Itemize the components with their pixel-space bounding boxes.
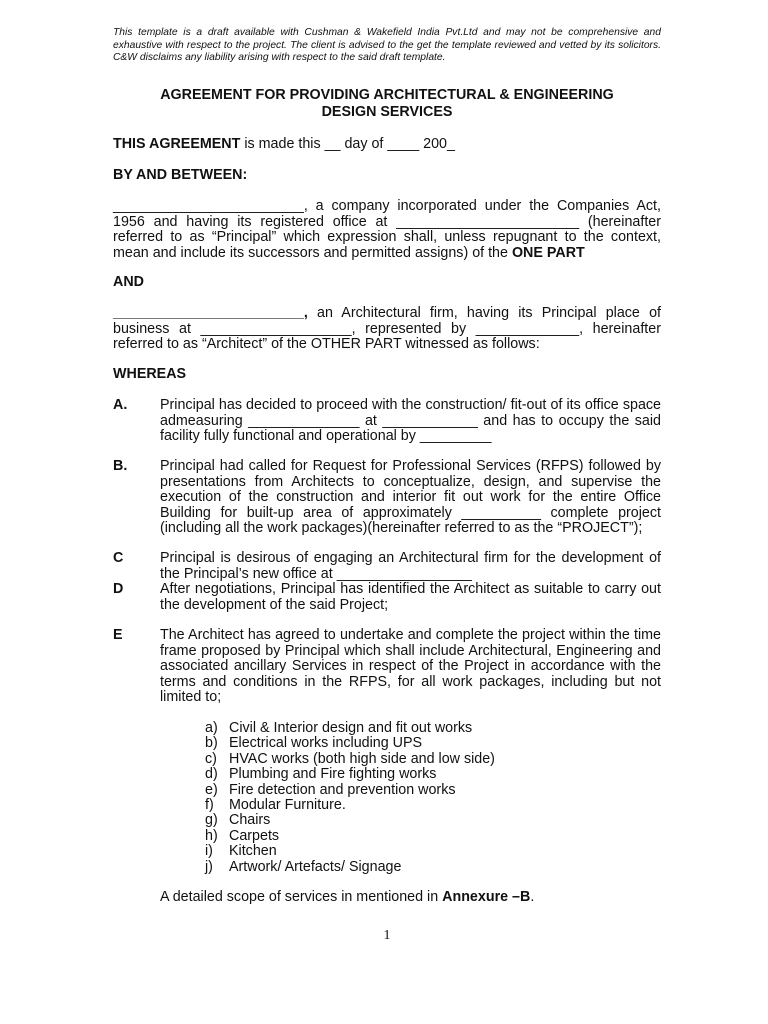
architect-party-paragraph bbox=[113, 306, 661, 353]
title-line-1: AGREEMENT FOR PROVIDING ARCHITECTURAL & ENGINEERING bbox=[160, 87, 614, 103]
list-item: h) Carpets bbox=[205, 827, 280, 844]
clause-b-label: B. bbox=[113, 458, 128, 474]
draft-disclaimer: This template is a draft available with Cushman & Wakefield India Pvt.Ltd and may not be comprehensive and exhaustive with respect to the project. The client is advised to the get the template reviewed and vetted by its solicitors. C&W disclaims any liability arising with respect to the said draft template. bbox=[113, 27, 661, 63]
list-item: c) HVAC works (both high side and low side) bbox=[205, 750, 495, 767]
list-item: i) Kitchen bbox=[205, 843, 277, 860]
list-item: d) Plumbing and Fire fighting works bbox=[205, 766, 437, 783]
scope-note: A detailed scope of services in mentioned in Annexure –B. bbox=[160, 889, 535, 905]
principal-party-paragraph bbox=[113, 199, 661, 261]
clause-c-label: C bbox=[113, 550, 124, 566]
agreement-intro bbox=[113, 137, 661, 153]
clause-a-text: Principal has decided to proceed with the construction/ fit-out of its office space admeasuring ______________ at ____________ and has to occupy the said facility fully functional and operational by _________ bbox=[160, 397, 661, 444]
clause-d-label: D bbox=[113, 581, 124, 597]
agreement-intro-bold: THIS AGREEMENT bbox=[113, 136, 241, 152]
clause-d-text: After negotiations, Principal has identified the Architect as suitable to carry out the development of the said Project; bbox=[160, 581, 661, 613]
architect-party-text: an Architectural firm, having its Principal place of business at ___________________, represented by _____________, hereinafter referred to as “Architect” of the OTHER PART witnessed as follows: bbox=[113, 305, 661, 352]
clause-e-text: The Architect has agreed to undertake and complete the project within the time frame proposed by Principal which shall include Architectural, Engineering and associated ancillary Services in respect of the Project in accordance with the terms and conditions in the RFPS, for all work packages, including but not limited to; bbox=[160, 627, 661, 705]
title-line-2: DESIGN SERVICES bbox=[321, 103, 453, 120]
clause-c-text: Principal is desirous of engaging an Architectural firm for the development of the Principal’s new office at _________________ bbox=[160, 550, 661, 582]
list-item: e) Fire detection and prevention works bbox=[205, 781, 456, 798]
by-and-between-heading: BY AND BETWEEN: bbox=[113, 167, 248, 183]
list-item: f) Modular Furniture. bbox=[205, 797, 346, 814]
clause-e-label: E bbox=[113, 627, 123, 643]
work-items-list bbox=[205, 721, 625, 875]
document-title bbox=[113, 87, 661, 120]
list-item: b) Electrical works including UPS bbox=[205, 735, 423, 752]
and-heading: AND bbox=[113, 274, 144, 290]
list-item: j) Artwork/ Artefacts/ Signage bbox=[205, 858, 402, 875]
page-number: 1 bbox=[383, 928, 391, 943]
list-item: g) Chairs bbox=[205, 812, 271, 829]
whereas-heading: WHEREAS bbox=[113, 366, 187, 382]
list-item: a) Civil & Interior design and fit out works bbox=[205, 720, 473, 736]
clause-a-label: A. bbox=[113, 397, 128, 413]
architect-blank: ________________________, bbox=[113, 305, 308, 321]
one-part-label: ONE PART bbox=[511, 244, 585, 261]
principal-party-text: ________________________, a company incorporated under the Companies Act, 1956 and having its registered office at _______________________ (hereinafter referred to as “Principal” which expression shall, unless repugnant to the context, mean and include its successors and permitted assigns) of the bbox=[113, 198, 661, 261]
agreement-intro-rest: is made this __ day of ____ 200_ bbox=[240, 136, 455, 152]
clause-b-text: Principal had called for Request for Professional Services (RFPS) followed by presentations from Architects to conceptualize, design, and supervise the execution of the construction and interior fit out work for the entire Office Building for built-up area of approximately __________ complete project (including all the work packages)(hereinafter referred to as the “PROJECT”); bbox=[160, 458, 661, 536]
annexure-reference: Annexure –B bbox=[442, 889, 531, 905]
